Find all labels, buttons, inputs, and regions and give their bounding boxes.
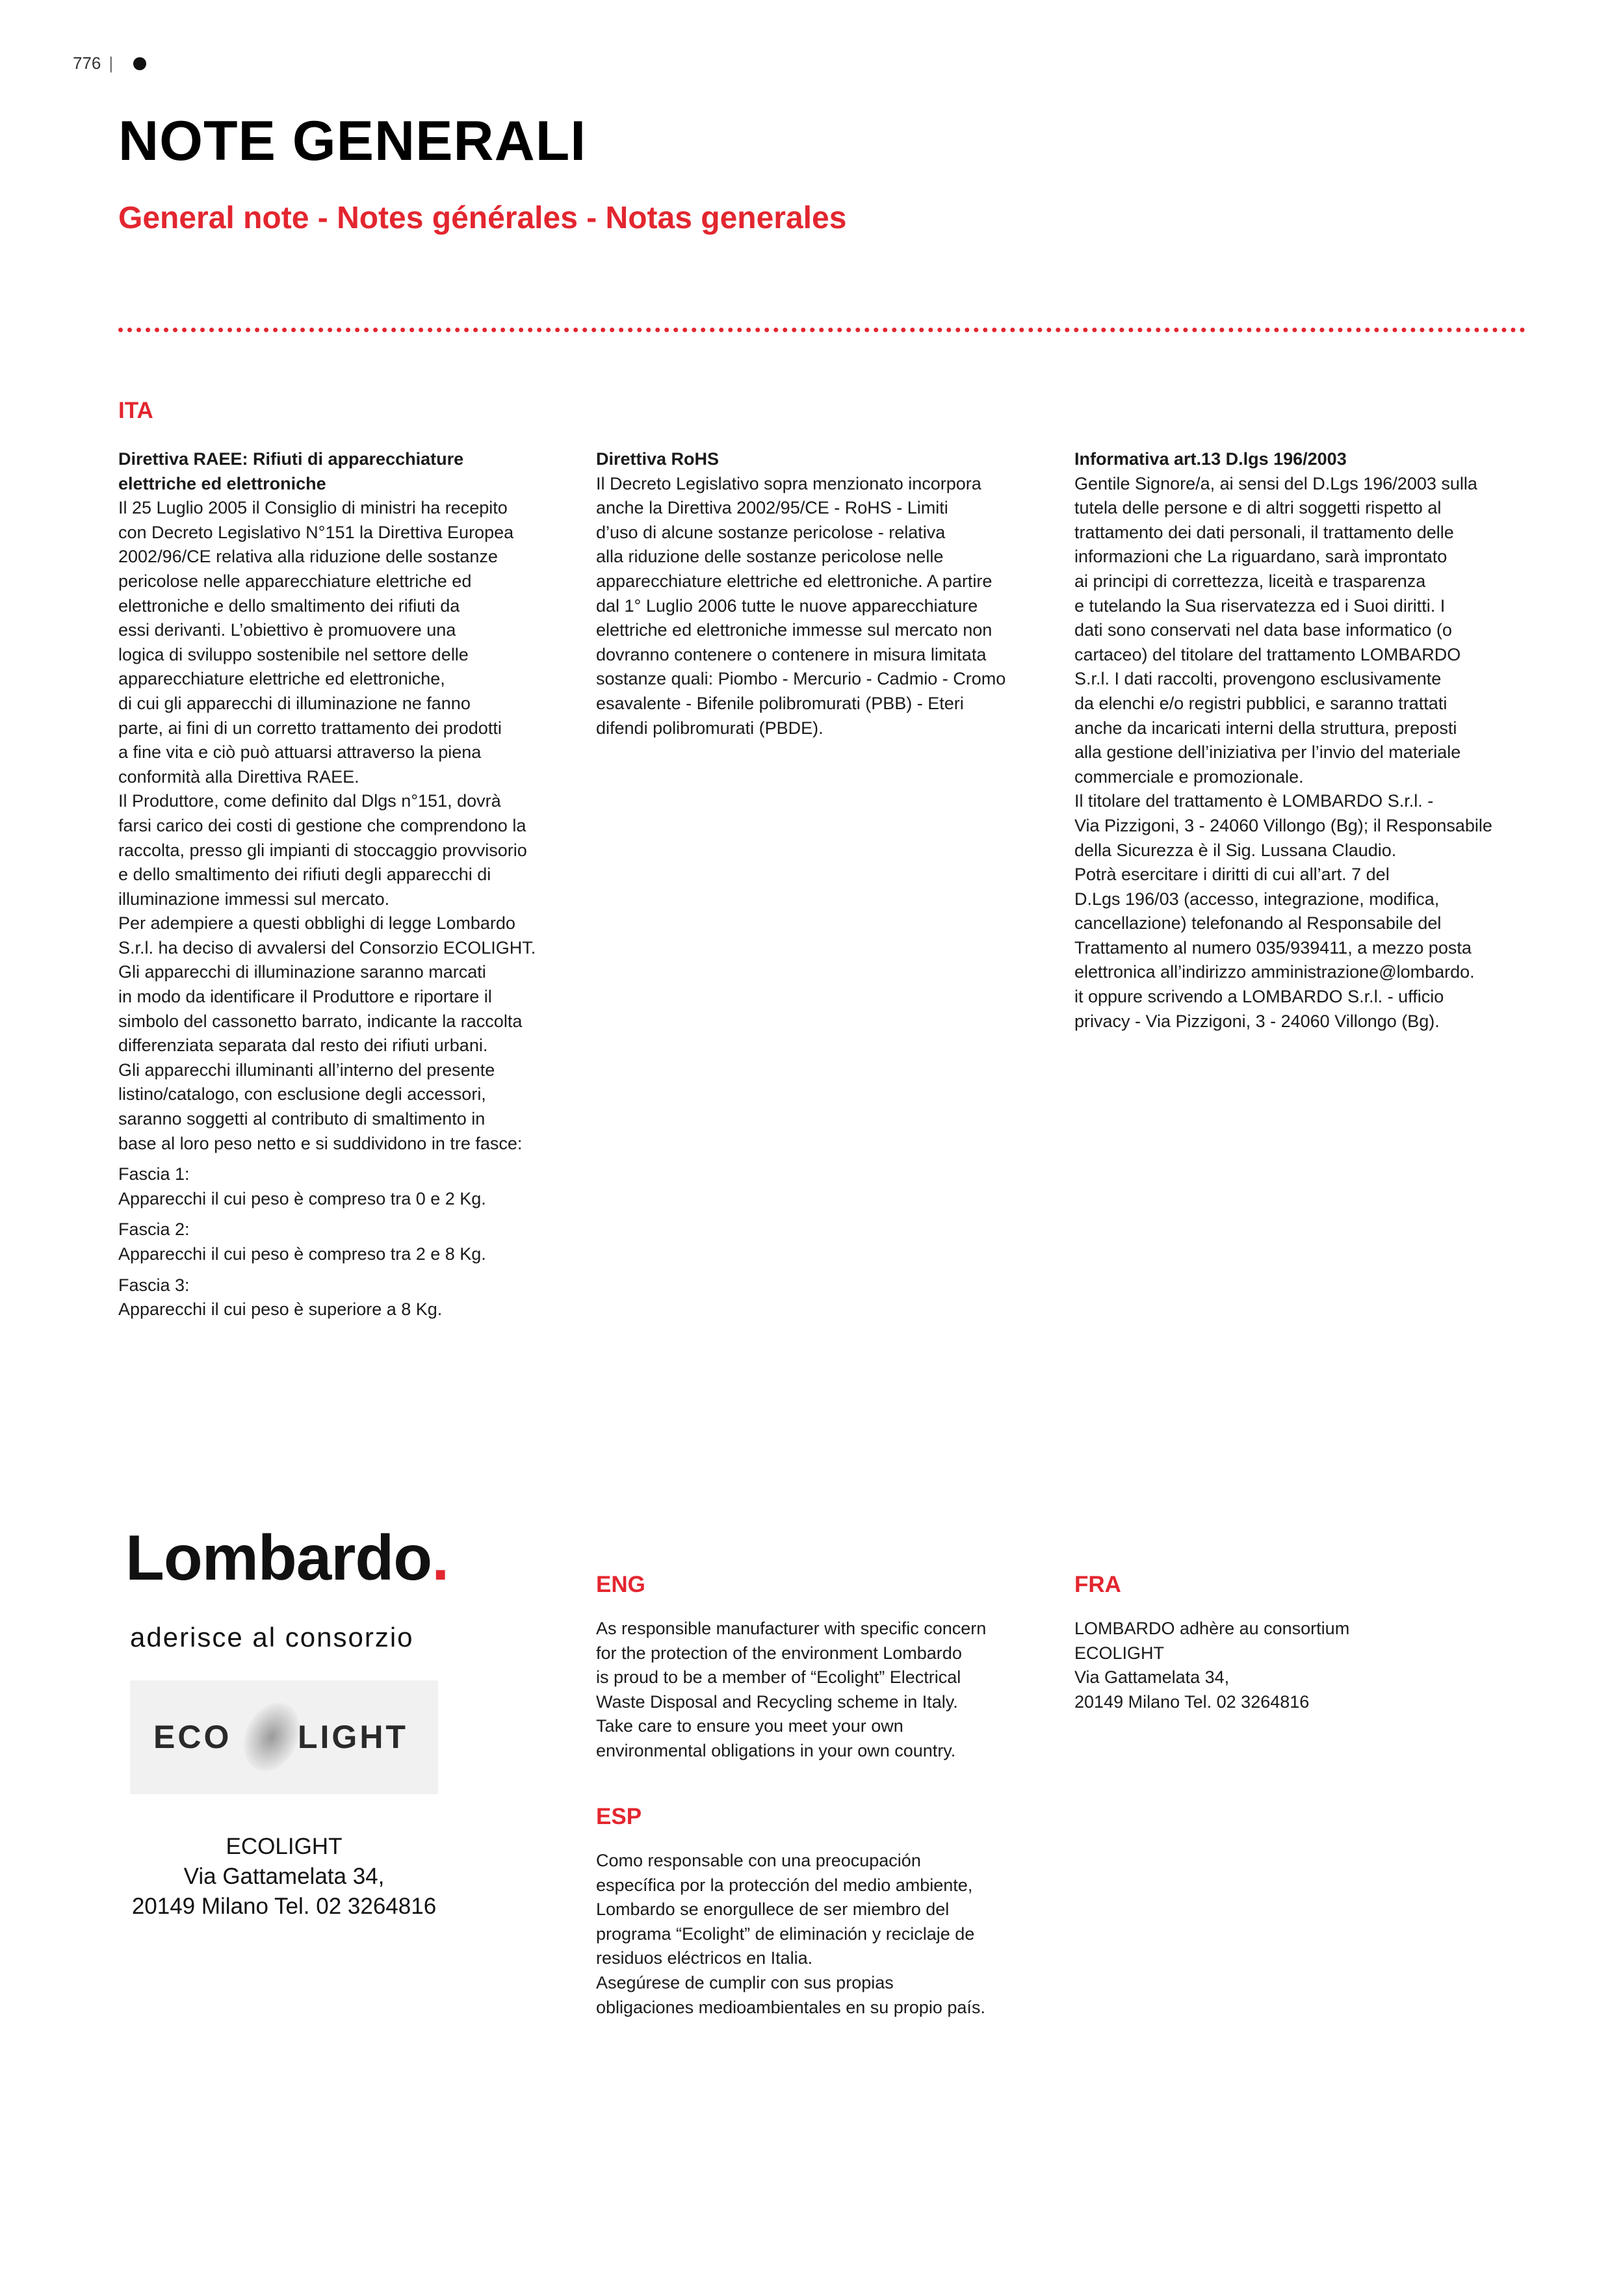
section-label-esp: ESP [596,1804,642,1829]
raee-heading-line1: Direttiva RAEE: Rifiuti di apparecchiature [118,449,464,469]
text-line: As responsible manufacturer with specific concern [596,1619,987,1638]
text-line: anche la Direttiva 2002/95/CE - RoHS - Limiti [596,498,948,518]
section-label-fra: FRA [1074,1572,1121,1597]
privacy-body [1074,472,1529,1034]
text-line: Take care to ensure you meet your own [596,1716,903,1736]
rohs-heading: Direttiva RoHS [596,449,720,469]
text-line: Il titolare del trattamento è LOMBARDO S.r.l. - [1074,791,1434,811]
ecolight-logo [130,1680,438,1794]
text-line: Gentile Signore/a, ai sensi del D.Lgs 196/2003 sulla [1074,473,1477,493]
text-line: apparecchiature elettriche ed elettroniche, [118,669,445,689]
text-line: cartaceo) del titolare del trattamento LOMBARDO [1074,644,1461,664]
text-line: residuos eléctricos en Italia. [596,1948,813,1968]
text-line: pericolose nelle apparecchiature elettriche ed [118,571,472,591]
text-line: environmental obligations in your own country. [596,1740,956,1760]
text-line: elettroniche e dello smaltimento dei rifiuti da [118,595,460,616]
text-line: conformità alla Direttiva RAEE. [118,766,359,787]
text-line: Asegúrese de cumplir con sus propias [596,1972,894,1992]
fra-body [1074,1617,1529,1714]
raee-fasce [118,1162,573,1322]
text-line: dovranno contenere o contenere in misura limitata [596,644,987,664]
text-line: raccolta, presso gli impianti di stoccaggio provvisorio [118,840,527,860]
fascia-label: Fascia 3: [118,1275,190,1295]
text-line: D.Lgs 196/03 (accesso, integrazione, modifica, [1074,889,1440,909]
page-title: NOTE GENERALI [118,110,587,172]
ecolight-address-line1: ECOLIGHT [226,1834,343,1859]
text-line: di cui gli apparecchi di illuminazione ne fanno [118,693,471,713]
ita-column-rohs [596,447,1051,740]
text-line: Il Produttore, come definito dal Dlgs n°151, dovrà [118,791,501,811]
section-label-ita: ITA [118,398,153,423]
text-line: esavalente - Bifenile polibromurati (PBB) - Eteri [596,693,964,713]
text-line: Como responsable con una preocupación [596,1851,921,1870]
privacy-heading: Informativa art.13 D.lgs 196/2003 [1074,449,1347,469]
text-line: simbolo del cassonetto barrato, indicante la raccolta [118,1011,523,1031]
text-line: farsi carico dei costi di gestione che comprendono la [118,815,526,835]
raee-body [118,496,573,1156]
text-line: S.r.l. I dati raccolti, provengono esclusivamente [1074,669,1442,689]
fascia-label: Fascia 2: [118,1220,190,1240]
fascia-text: Apparecchi il cui peso è superiore a 8 Kg. [118,1299,443,1320]
text-line: commerciale e promozionale. [1074,766,1304,787]
section-label-eng: ENG [596,1572,645,1597]
text-line: listino/catalogo, con esclusione degli accessori, [118,1084,486,1104]
text-line: Waste Disposal and Recycling scheme in Italy. [596,1691,958,1712]
text-line: con Decreto Legislativo N°151 la Direttiva Europea [118,522,514,542]
text-line: Gli apparecchi illuminanti all’interno del presente [118,1060,495,1080]
text-line: obligaciones medioambientales en su propio país. [596,1997,985,2017]
text-line: sostanze quali: Piombo - Mercurio - Cadmio - Cromo [596,669,1006,689]
text-line: Gli apparecchi di illuminazione saranno marcati [118,962,486,982]
text-line: is proud to be a member of “Ecolight” Electrical [596,1667,961,1688]
text-line: in modo da identificare il Produttore e riportare il [118,987,492,1007]
text-line: cancellazione) telefonando al Responsabile del [1074,913,1442,933]
text-line: elettriche ed elettroniche immesse sul mercato non [596,620,993,640]
rohs-body [596,472,1051,741]
text-line: parte, ai fini di un corretto trattamento dei prodotti [118,718,502,738]
text-line: e dello smaltimento dei rifiuti degli apparecchi di [118,865,491,885]
text-line: LOMBARDO adhère au consortium [1074,1619,1350,1638]
text-line: it oppure scrivendo a LOMBARDO S.r.l. - ufficio [1074,987,1444,1007]
ita-column-privacy [1074,447,1529,1034]
text-line: ECOLIGHT [1074,1643,1165,1663]
page-subtitle: General note - Notes générales - Notas generales [118,201,847,235]
text-line: Potrà esercitare i diritti di cui all’art. 7 del [1074,865,1390,885]
lombardo-logo [125,1521,448,1595]
ita-column-raee [118,447,573,1322]
text-line: privacy - Via Pizzigoni, 3 - 24060 Villongo (Bg). [1074,1011,1440,1031]
fascia-text: Apparecchi il cui peso è compreso tra 2 e 8 Kg. [118,1244,486,1264]
text-line: Via Pizzigoni, 3 - 24060 Villongo (Bg); il Responsabile [1074,815,1492,835]
ecolight-address-line2: Via Gattamelata 34, [183,1864,385,1889]
fascia-item [118,1273,573,1322]
text-line: d’uso di alcune sostanze pericolose - relativa [596,522,946,542]
text-line: e tutelando la Sua riservatezza ed i Suoi diritti. I [1074,595,1446,616]
text-line: 2002/96/CE relativa alla riduzione delle sostanze [118,547,498,567]
fascia-text: Apparecchi il cui peso è compreso tra 0 e 2 Kg. [118,1188,486,1208]
text-line: dati sono conservati nel data base informatico (o [1074,620,1452,640]
text-line: Il 25 Luglio 2005 il Consiglio di ministri ha recepito [118,498,508,518]
dotted-divider [118,328,1526,332]
text-line: saranno soggetti al contributo di smaltimento in [118,1109,486,1129]
raee-heading-line2: elettriche ed elettroniche [118,473,326,493]
text-line: S.r.l. ha deciso di avvalersi del Consorzio ECOLIGHT. [118,937,536,958]
page-number-separator: | [109,53,114,73]
aderisce-text: aderisce al consorzio [130,1622,414,1652]
text-line: della Sicurezza è il Sig. Lussana Claudio. [1074,840,1397,860]
text-line: essi derivanti. L’obiettivo è promuovere una [118,620,456,640]
ecolight-address [118,1832,450,1922]
text-line: apparecchiature elettriche ed elettroniche. A partire [596,571,993,591]
ecolight-logo-left: ECO [153,1719,232,1755]
text-line: Lombardo se enorgullece de ser miembro del [596,1899,950,1920]
text-line: informazioni che La riguardano, sarà improntato [1074,547,1448,567]
text-line: 20149 Milano Tel. 02 3264816 [1074,1691,1310,1712]
text-line: da elenchi e/o registri pubblici, e saranno trattati [1074,693,1448,713]
text-line: base al loro peso netto e si suddividono in tre fasce: [118,1133,523,1153]
logo-dot: . [432,1522,449,1593]
text-line: programa “Ecolight” de eliminación y reciclaje de [596,1924,975,1944]
text-line: differenziata separata dal resto dei rifiuti urbani. [118,1036,488,1056]
text-line: logica di sviluppo sostenibile nel settore delle [118,644,469,664]
fascia-label: Fascia 1: [118,1164,190,1184]
ecolight-address-line3: 20149 Milano Tel. 02 3264816 [131,1894,437,1919]
text-line: trattamento dei dati personali, il trattamento delle [1074,522,1454,542]
fascia-item [118,1162,573,1211]
page-number [73,53,121,73]
ecolight-logo-right: LIGHT [298,1719,408,1755]
text-line: difendi polibromurati (PBDE). [596,718,824,738]
text-line: específica por la protección del medio ambiente, [596,1875,973,1895]
logo-text: Lombardo [125,1522,432,1593]
text-line: Il Decreto Legislativo sopra menzionato incorpora [596,473,981,493]
text-line: tutela delle persone e di altri soggetti rispetto al [1074,498,1442,518]
text-line: ai principi di correttezza, liceità e trasparenza [1074,571,1426,591]
text-line: alla riduzione delle sostanze pericolose nelle [596,547,944,567]
esp-body [596,1849,1051,2020]
text-line: Per adempiere a questi obblighi di legge Lombardo [118,913,515,933]
page-number-value: 776 [73,53,101,73]
eng-body [596,1617,1051,1764]
text-line: Trattamento al numero 035/939411, a mezzo posta [1074,937,1472,958]
text-line: elettronica all’indirizzo amministrazione@lombardo. [1074,962,1475,982]
text-line: anche da incaricati interni della struttura, preposti [1074,718,1457,738]
text-line: for the protection of the environment Lombardo [596,1643,962,1663]
text-line: dal 1° Luglio 2006 tutte le nuove apparecchiature [596,595,978,616]
text-line: illuminazione immessi sul mercato. [118,889,390,909]
text-line: Via Gattamelata 34, [1074,1667,1230,1688]
text-line: a fine vita e ciò può attuarsi attraverso la piena [118,742,482,763]
fascia-item [118,1218,573,1266]
bullet-icon [133,57,146,70]
text-line: alla gestione dell’iniziativa per l’invio del materiale [1074,742,1461,763]
